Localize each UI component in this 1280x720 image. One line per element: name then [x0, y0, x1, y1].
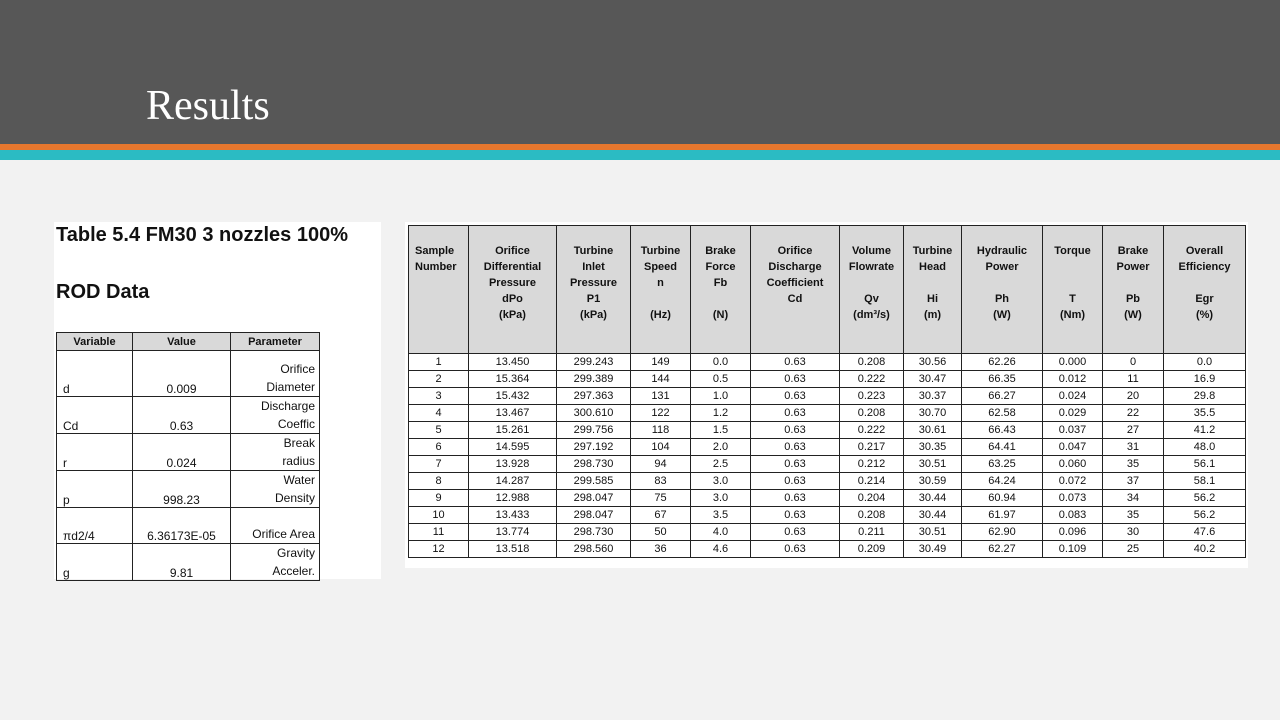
table-cell: 0.222 [840, 422, 904, 439]
rod-parameter [231, 508, 320, 544]
table-cell: 298.047 [557, 490, 631, 507]
table-cell: 3 [409, 388, 469, 405]
header-line [632, 291, 689, 307]
rod-parameter [231, 544, 320, 581]
table-cell: 0.63 [751, 439, 840, 456]
table-cell: 4.0 [691, 524, 751, 541]
table-cell: 50 [631, 524, 691, 541]
header-top [1104, 243, 1162, 291]
table-cell: 7 [409, 456, 469, 473]
header-line: Flowrate [848, 261, 895, 273]
header-line: (dm³/s) [853, 309, 890, 321]
table-row [409, 524, 1246, 541]
table-cell: 27 [1103, 422, 1164, 439]
table-cell: 9 [409, 490, 469, 507]
table-cell: 29.8 [1164, 388, 1246, 405]
header-line: (kPa) [580, 309, 607, 321]
table-cell: 30.56 [904, 354, 962, 371]
table-cell: 56.2 [1164, 507, 1246, 524]
table-cell: 13.450 [469, 354, 557, 371]
rod-parameter-line2: Orifice Area [252, 527, 315, 541]
table-cell: 64.41 [962, 439, 1043, 456]
slide-title: Results [146, 83, 270, 129]
table-cell: 30.70 [904, 405, 962, 422]
header-line: T [1069, 293, 1076, 305]
header-line: n [657, 277, 664, 289]
header-top [692, 243, 749, 291]
table-cell: 62.90 [962, 524, 1043, 541]
results-column-header [409, 226, 469, 354]
rod-header-row [57, 333, 320, 351]
results-column-header [962, 226, 1043, 354]
results-column-header [557, 226, 631, 354]
table-cell: 36 [631, 541, 691, 558]
table-cell: 0.63 [751, 388, 840, 405]
header-line: Sample [415, 245, 455, 257]
header-line: (W) [1124, 309, 1142, 321]
header-line: (m) [923, 309, 942, 321]
header-top [905, 243, 960, 291]
header-line: Turbine [573, 245, 614, 257]
header-line: Hi [927, 293, 938, 305]
table-row [409, 456, 1246, 473]
table-cell: 12 [409, 541, 469, 558]
teal-stripe [0, 150, 1280, 160]
table-cell: 0.63 [751, 490, 840, 507]
table-cell: 67 [631, 507, 691, 524]
results-table [408, 225, 1246, 558]
header-line: Brake [1117, 245, 1149, 257]
table-cell: 2.0 [691, 439, 751, 456]
header-line: Fb [713, 277, 728, 289]
table-cell: 30.44 [904, 490, 962, 507]
rod-row [57, 434, 320, 471]
table-cell: 0.223 [840, 388, 904, 405]
rod-parameter-line1: Discharge [260, 399, 315, 413]
header-line: Orifice [777, 245, 813, 257]
table-cell: 297.363 [557, 388, 631, 405]
table-cell: 0.209 [840, 541, 904, 558]
table-cell: 298.560 [557, 541, 631, 558]
table-cell: 62.27 [962, 541, 1043, 558]
table-cell: 0.0 [691, 354, 751, 371]
rod-table-subtitle: ROD Data [56, 281, 150, 303]
rod-parameter [231, 471, 320, 508]
table-cell: 56.1 [1164, 456, 1246, 473]
table-cell: 118 [631, 422, 691, 439]
rod-parameter-line1: Break [283, 436, 315, 450]
table-row [409, 507, 1246, 524]
results-header-row [409, 226, 1246, 354]
table-cell: 131 [631, 388, 691, 405]
table-cell: 62.58 [962, 405, 1043, 422]
header-line: Differential [483, 261, 542, 273]
table-cell: 0.63 [751, 422, 840, 439]
table-cell: 0.037 [1043, 422, 1103, 439]
header-line: Egr [1195, 293, 1214, 305]
header-line: Cd [787, 293, 803, 305]
table-cell: 30.61 [904, 422, 962, 439]
table-cell: 0.63 [751, 473, 840, 490]
table-cell: 35.5 [1164, 405, 1246, 422]
table-cell: 297.192 [557, 439, 631, 456]
table-row [409, 490, 1246, 507]
results-column-header [1043, 226, 1103, 354]
table-cell: 56.2 [1164, 490, 1246, 507]
table-cell: 16.9 [1164, 371, 1246, 388]
table-cell: 122 [631, 405, 691, 422]
header-line: Speed [643, 261, 677, 273]
table-cell: 13.928 [469, 456, 557, 473]
rod-variable: g [57, 544, 133, 581]
table-cell: 47.6 [1164, 524, 1246, 541]
header-top [752, 243, 838, 291]
table-cell: 60.94 [962, 490, 1043, 507]
rod-parameter-line2: Acceler. [272, 564, 315, 578]
rod-parameter-line2: Coeffic [277, 417, 315, 431]
table-cell: 0.047 [1043, 439, 1103, 456]
header-line: Turbine [640, 245, 681, 257]
header-line: Coefficient [766, 277, 824, 289]
header-line: Hydraulic [976, 245, 1028, 257]
rod-variable: d [57, 351, 133, 397]
table-cell: 66.35 [962, 371, 1043, 388]
rod-value: 0.009 [133, 351, 231, 397]
rod-parameter-line1: Orifice [280, 362, 315, 376]
table-cell: 0.63 [751, 354, 840, 371]
table-cell: 15.432 [469, 388, 557, 405]
table-cell: 66.27 [962, 388, 1043, 405]
header-line: Power [985, 261, 1019, 273]
table-cell: 30 [1103, 524, 1164, 541]
table-cell: 0 [1103, 354, 1164, 371]
rod-parameter [231, 397, 320, 434]
table-cell: 298.730 [557, 456, 631, 473]
table-cell: 3.0 [691, 473, 751, 490]
table-cell: 3.0 [691, 490, 751, 507]
table-cell: 31 [1103, 439, 1164, 456]
table-cell: 0.211 [840, 524, 904, 541]
table-cell: 75 [631, 490, 691, 507]
table-cell: 0.060 [1043, 456, 1103, 473]
table-cell: 1.5 [691, 422, 751, 439]
table-cell: 66.43 [962, 422, 1043, 439]
table-cell: 6 [409, 439, 469, 456]
table-cell: 299.389 [557, 371, 631, 388]
header-line: Pressure [569, 277, 618, 289]
table-cell: 15.261 [469, 422, 557, 439]
table-cell: 94 [631, 456, 691, 473]
table-cell: 0.204 [840, 490, 904, 507]
table-cell: 30.59 [904, 473, 962, 490]
header-line: P1 [586, 293, 601, 305]
table-cell: 0.63 [751, 405, 840, 422]
rod-parameter [231, 434, 320, 471]
header-line: Torque [1054, 245, 1091, 257]
rod-value: 6.36173E-05 [133, 508, 231, 544]
header-line: Force [705, 261, 736, 273]
table-cell: 11 [1103, 371, 1164, 388]
results-column-header [469, 226, 557, 354]
header-line: (kPa) [499, 309, 526, 321]
table-row [409, 405, 1246, 422]
table-cell: 299.756 [557, 422, 631, 439]
header-line: Volume [852, 245, 891, 257]
table-cell: 12.988 [469, 490, 557, 507]
header-top [558, 243, 629, 291]
table-cell: 15.364 [469, 371, 557, 388]
table-cell: 13.774 [469, 524, 557, 541]
table-cell: 41.2 [1164, 422, 1246, 439]
results-column-header [1164, 226, 1246, 354]
table-cell: 35 [1103, 456, 1164, 473]
table-cell: 30.37 [904, 388, 962, 405]
table-cell: 22 [1103, 405, 1164, 422]
table-cell: 298.730 [557, 524, 631, 541]
table-row [409, 473, 1246, 490]
header-line: dPo [502, 293, 523, 305]
table-cell: 34 [1103, 490, 1164, 507]
rod-header-variable: Variable [57, 333, 133, 351]
table-cell: 298.047 [557, 507, 631, 524]
header-line: Power [1116, 261, 1150, 273]
table-cell: 300.610 [557, 405, 631, 422]
header-line: (Hz) [650, 309, 671, 321]
table-row [409, 541, 1246, 558]
table-cell: 0.63 [751, 456, 840, 473]
table-cell: 13.518 [469, 541, 557, 558]
table-cell: 11 [409, 524, 469, 541]
table-cell: 58.1 [1164, 473, 1246, 490]
table-cell: 61.97 [962, 507, 1043, 524]
table-cell: 35 [1103, 507, 1164, 524]
table-cell: 62.26 [962, 354, 1043, 371]
header-line: Overall [1185, 245, 1224, 257]
table-cell: 1.2 [691, 405, 751, 422]
rod-parameter [231, 351, 320, 397]
table-cell: 0.63 [751, 524, 840, 541]
table-cell: 8 [409, 473, 469, 490]
table-cell: 0.208 [840, 507, 904, 524]
table-cell: 30.51 [904, 524, 962, 541]
results-column-header [631, 226, 691, 354]
rod-header-parameter: Parameter [231, 333, 320, 351]
table-cell: 5 [409, 422, 469, 439]
table-cell: 2.5 [691, 456, 751, 473]
rod-parameter-line2: radius [282, 454, 315, 468]
header-line [415, 291, 467, 307]
table-cell: 0.222 [840, 371, 904, 388]
table-row [409, 439, 1246, 456]
results-column-header [1103, 226, 1164, 354]
rod-parameter-line1: Water [283, 473, 315, 487]
header-line: Turbine [912, 245, 953, 257]
table-cell: 0.208 [840, 405, 904, 422]
header-line: Pressure [488, 277, 537, 289]
rod-header-value: Value [133, 333, 231, 351]
rod-parameter-line2: Density [274, 491, 315, 505]
rod-variable: p [57, 471, 133, 508]
header-top [841, 243, 902, 291]
table-cell: 30.44 [904, 507, 962, 524]
table-cell: 104 [631, 439, 691, 456]
table-cell: 0.096 [1043, 524, 1103, 541]
table-cell: 30.47 [904, 371, 962, 388]
table-cell: 3.5 [691, 507, 751, 524]
results-column-header [691, 226, 751, 354]
header-line: Orifice [495, 245, 530, 257]
table-cell: 0.63 [751, 371, 840, 388]
table-cell: 30.49 [904, 541, 962, 558]
rod-row [57, 544, 320, 581]
rod-row [57, 397, 320, 434]
rod-variable: r [57, 434, 133, 471]
table-cell: 4.6 [691, 541, 751, 558]
table-cell: 0.000 [1043, 354, 1103, 371]
rod-value: 0.024 [133, 434, 231, 471]
table-cell: 0.217 [840, 439, 904, 456]
rod-row [57, 351, 320, 397]
table-cell: 149 [631, 354, 691, 371]
header-top [1044, 243, 1101, 291]
rod-value: 9.81 [133, 544, 231, 581]
header-line [415, 307, 467, 323]
table-cell: 0.109 [1043, 541, 1103, 558]
table-cell: 40.2 [1164, 541, 1246, 558]
table-cell: 0.083 [1043, 507, 1103, 524]
table-cell: 4 [409, 405, 469, 422]
rod-table-title: Table 5.4 FM30 3 nozzles 100% [56, 224, 348, 246]
rod-variable: Cd [57, 397, 133, 434]
table-cell: 0.012 [1043, 371, 1103, 388]
table-cell: 14.287 [469, 473, 557, 490]
rod-parameter-line1: Gravity [276, 546, 315, 560]
table-cell: 1 [409, 354, 469, 371]
table-cell: 144 [631, 371, 691, 388]
header-top [632, 243, 689, 291]
table-cell: 37 [1103, 473, 1164, 490]
rod-parameter-line2: Diameter [266, 380, 315, 394]
header-line [692, 291, 749, 307]
table-cell: 20 [1103, 388, 1164, 405]
rod-row [57, 471, 320, 508]
table-cell: 2 [409, 371, 469, 388]
table-cell: 30.35 [904, 439, 962, 456]
rod-value: 0.63 [133, 397, 231, 434]
table-cell: 10 [409, 507, 469, 524]
rod-data-panel [54, 222, 381, 579]
header-line: Inlet [582, 261, 605, 273]
table-row [409, 388, 1246, 405]
rod-value: 998.23 [133, 471, 231, 508]
header-line: Ph [994, 293, 1010, 305]
table-cell: 1.0 [691, 388, 751, 405]
header-line: Pb [1125, 293, 1141, 305]
header-line: Efficiency [1178, 261, 1231, 273]
table-cell: 0.024 [1043, 388, 1103, 405]
results-column-header [840, 226, 904, 354]
table-cell: 0.63 [751, 541, 840, 558]
table-cell: 0.073 [1043, 490, 1103, 507]
header-line: (N) [712, 309, 729, 321]
table-row [409, 354, 1246, 371]
header-line: Qv [864, 293, 879, 305]
table-cell: 0.029 [1043, 405, 1103, 422]
table-cell: 48.0 [1164, 439, 1246, 456]
table-row [409, 422, 1246, 439]
table-cell: 0.63 [751, 507, 840, 524]
header-top [415, 243, 467, 291]
table-cell: 0.072 [1043, 473, 1103, 490]
header-line [752, 307, 838, 323]
table-cell: 299.585 [557, 473, 631, 490]
header-line: Number [415, 261, 457, 273]
header-top [963, 243, 1041, 291]
results-column-header [751, 226, 840, 354]
header-top [1165, 243, 1244, 291]
header-line: (Nm) [1059, 309, 1086, 321]
table-cell: 299.243 [557, 354, 631, 371]
table-cell: 13.467 [469, 405, 557, 422]
table-cell: 0.0 [1164, 354, 1246, 371]
results-column-header [904, 226, 962, 354]
header-line: (%) [1195, 309, 1214, 321]
header-line: Brake [705, 245, 736, 257]
table-cell: 64.24 [962, 473, 1043, 490]
results-panel [405, 222, 1248, 568]
table-cell: 63.25 [962, 456, 1043, 473]
table-cell: 0.5 [691, 371, 751, 388]
table-cell: 83 [631, 473, 691, 490]
table-cell: 0.214 [840, 473, 904, 490]
rod-row [57, 508, 320, 544]
table-cell: 0.212 [840, 456, 904, 473]
table-cell: 25 [1103, 541, 1164, 558]
table-cell: 14.595 [469, 439, 557, 456]
table-cell: 0.208 [840, 354, 904, 371]
table-row [409, 371, 1246, 388]
header-top [470, 243, 555, 291]
header-line: Head [919, 261, 946, 273]
rod-data-table [56, 332, 320, 581]
rod-variable: πd2/4 [57, 508, 133, 544]
header-line: (W) [993, 309, 1011, 321]
header-line: Discharge [768, 261, 822, 273]
table-cell: 13.433 [469, 507, 557, 524]
table-cell: 30.51 [904, 456, 962, 473]
